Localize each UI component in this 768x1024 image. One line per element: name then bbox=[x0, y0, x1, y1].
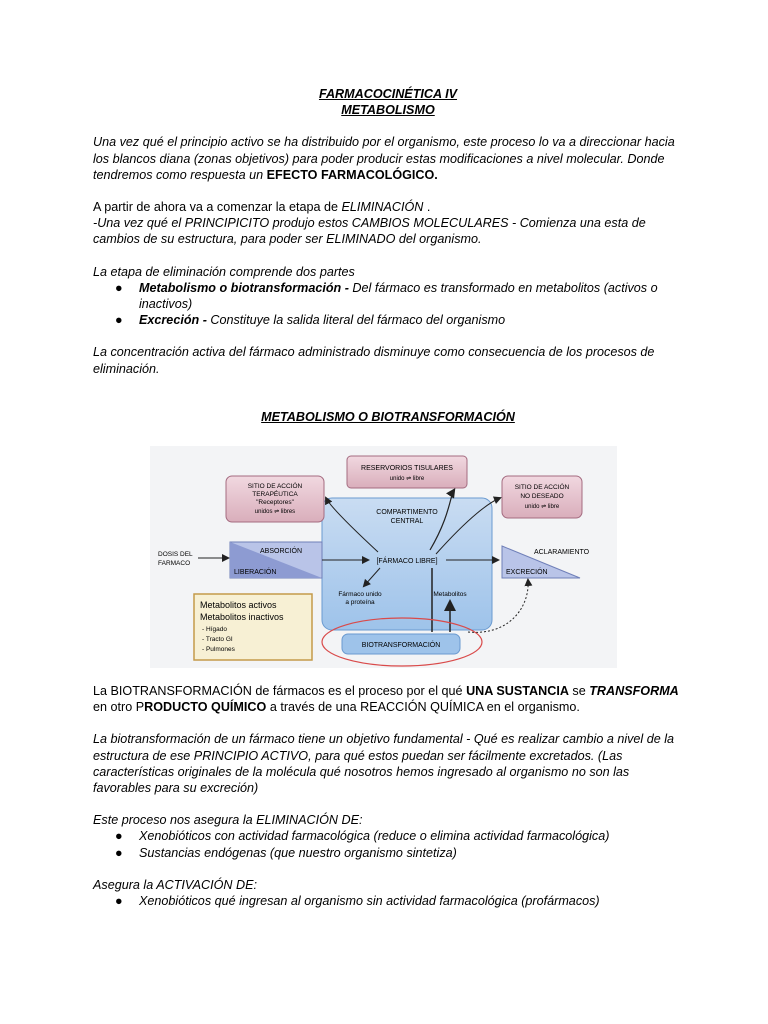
undesired-site-label-2: NO DESEADO bbox=[520, 493, 564, 500]
undesired-site-label-1: SITIO DE ACCIÓN bbox=[514, 484, 570, 491]
organ-gi-tract: - Tracto GI bbox=[202, 636, 233, 643]
intro-paragraph-5: La concentración activa del fármaco administrado disminuye como consecuencia de los procesos de eliminación. bbox=[93, 345, 655, 376]
activation-list bbox=[93, 893, 683, 909]
organ-liver: - Hígado bbox=[202, 626, 227, 633]
free-drug-label: [FÁRMACO LIBRE] bbox=[376, 558, 438, 565]
excretion-label: EXCRECIÓN bbox=[506, 569, 548, 576]
biotransformation-label: BIOTRANSFORMACIÓN bbox=[361, 642, 441, 649]
body-paragraph-2: La biotransformación de un fármaco tiene un objetivo fundamental - Qué es realizar cambio a nivel de la estructura de ese PRINCIPIO ACTIVO, para qué estos puedan ser fácilmente excretados. (Las características originales de la molécula qué nosotros hemos ingresado al organismo no son las favorables para su excreción) bbox=[93, 732, 675, 796]
pharmacokinetics-diagram bbox=[150, 446, 617, 668]
central-compartment-label-2: CENTRAL bbox=[390, 518, 424, 525]
list-item: ● Xenobióticos qué ingresan al organismo sin actividad farmacológica (profármacos) bbox=[115, 894, 600, 909]
diagram-svg bbox=[150, 446, 617, 668]
reservoirs-box bbox=[347, 456, 467, 488]
elimination-list bbox=[93, 828, 683, 860]
list-item: ● Metabolismo o biotransformación - Del fármaco es transformado en metabolitos (activos o inactivos) bbox=[115, 280, 658, 312]
therapeutic-site-label-4: unidos ⇌ libres bbox=[254, 509, 296, 515]
intro-paragraph-2: A partir de ahora va a comenzar la etapa de ELIMINACIÓN . bbox=[93, 200, 431, 215]
intro-paragraph-3: -Una vez qué el PRINCIPICITO produjo estos CAMBIOS MOLECULARES - Comienza una esta de cambios de su estructura, para poder ser ELIMINADO del organismo. bbox=[93, 216, 646, 247]
inactive-metabolites-label: Metabolitos inactivos bbox=[200, 612, 284, 622]
liberation-label: LIBERACIÓN bbox=[234, 569, 277, 576]
list-item: ● Excreción - Constituye la salida literal del fármaco del organismo bbox=[115, 313, 506, 328]
absorption-label: ABSORCIÓN bbox=[260, 548, 303, 555]
intro-paragraph-1: Una vez qué el principio activo se ha distribuido por el organismo, este proceso lo va a direccionar hacia los blancos diana (zonas objetivos) para poder producir estas modificaciones a nivel molecular. Donde tendremos como respuesta un EFECTO FARMACOLÓGICO. bbox=[93, 135, 675, 182]
body-paragraph-4: Asegura la ACTIVACIÓN DE: bbox=[93, 877, 258, 892]
elimination-parts-list bbox=[93, 280, 683, 329]
therapeutic-site-label-3: "Receptores" bbox=[256, 499, 294, 506]
section-title: METABOLISMO O BIOTRANSFORMACIÓN bbox=[261, 409, 515, 424]
undesired-site-label-3: unido ⇌ libre bbox=[524, 504, 560, 510]
reservoirs-label: RESERVORIOS TISULARES bbox=[361, 465, 453, 472]
therapeutic-site-label-2: TERAPÉUTICA bbox=[252, 491, 298, 498]
organ-lungs: - Pulmones bbox=[202, 646, 235, 653]
dose-label-1: DOSIS DEL bbox=[158, 551, 193, 558]
bound-drug-label-2: a proteína bbox=[345, 599, 375, 606]
metabolites-label: Metabolitos bbox=[433, 591, 467, 598]
active-metabolites-label: Metabolitos activos bbox=[200, 600, 277, 610]
dose-label-2: FARMACO bbox=[158, 560, 191, 567]
document-title-line-2: METABOLISMO bbox=[341, 103, 435, 118]
document-title-line-1: FARMACOCINÉTICA IV bbox=[318, 87, 458, 101]
therapeutic-site-label-1: SITIO DE ACCIÓN bbox=[247, 483, 303, 490]
reservoirs-sublabel: unido ⇌ libre bbox=[389, 476, 425, 482]
list-item: ● Sustancias endógenas (que nuestro organismo sintetiza) bbox=[115, 845, 457, 860]
list-item: ● Xenobióticos con actividad farmacológica (reduce o elimina actividad farmacológica) bbox=[115, 829, 610, 844]
clearance-label: ACLARAMIENTO bbox=[534, 549, 590, 556]
central-compartment-label-1: COMPARTIMENTO bbox=[376, 509, 438, 516]
bound-drug-label-1: Fármaco unido bbox=[338, 591, 382, 598]
body-paragraph-3: Este proceso nos asegura la ELIMINACIÓN DE: bbox=[93, 813, 363, 828]
body-paragraph-1: La BIOTRANSFORMACIÓN de fármacos es el proceso por el qué UNA SUSTANCIA se TRANSFORMA en otro PRODUCTO QUÍMICO a través de una REACCIÓN QUÍMICA en el organismo. bbox=[93, 684, 679, 715]
intro-paragraph-4: La etapa de eliminación comprende dos partes bbox=[93, 264, 355, 279]
